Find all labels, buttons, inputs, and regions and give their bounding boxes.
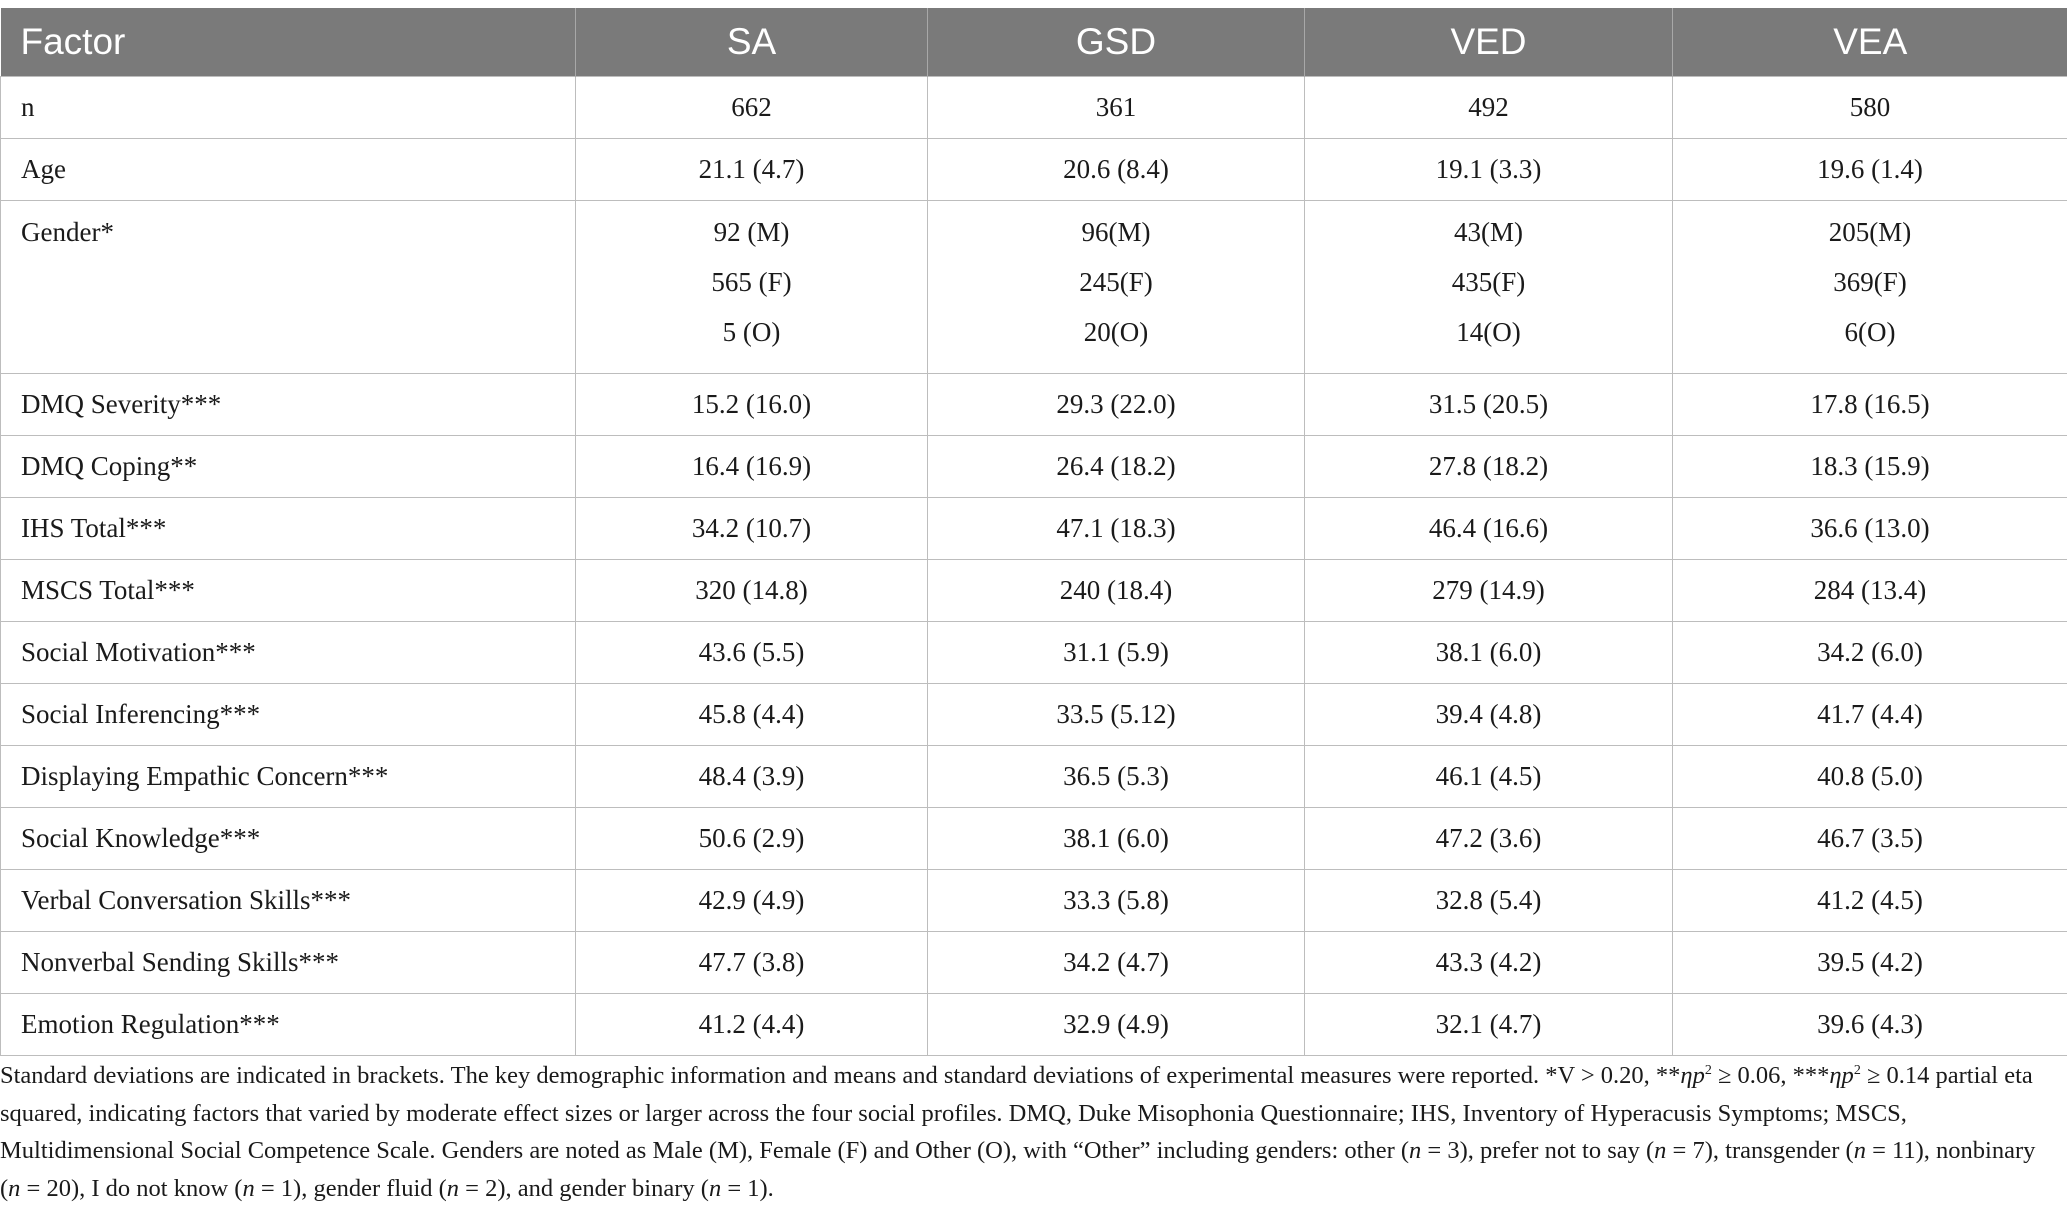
cell-gsd: 47.1 (18.3) <box>928 498 1305 560</box>
table-row <box>1 436 2067 498</box>
cell-gsd: 20.6 (8.4) <box>928 139 1305 201</box>
header-sa: SA <box>576 8 928 77</box>
cell-gsd: 361 <box>928 77 1305 139</box>
header-ved: VED <box>1305 8 1673 77</box>
footnote-text: = 20), I do not know ( <box>20 1174 243 1202</box>
cell-gsd: 26.4 (18.2) <box>928 436 1305 498</box>
footnote-text: ≥ 0.14 partial eta squared, indicating factors that varied by moderate effect sizes or larger across the four social profiles. DMQ, Duke Misophonia Questionnaire; IHS, Inventory of Hyperacusis Symptoms; MSCS, Multidimensional Social Competence Scale. Genders are noted as Male (M), Female (F) and Other (O), with “Other” including genders: other ( <box>0 1062 2033 1165</box>
squared-mark: 2 <box>1853 1063 1861 1078</box>
gender-other: 20(O) <box>1083 317 1149 347</box>
cell-vea <box>1673 201 2067 374</box>
row-label: Age <box>1 139 576 201</box>
table-header-row <box>1 8 2067 77</box>
gender-female: 435(F) <box>1451 267 1526 297</box>
cell-ved: 39.4 (4.8) <box>1305 684 1673 746</box>
row-label: Emotion Regulation*** <box>1 994 576 1056</box>
cell-ved: 47.2 (3.6) <box>1305 808 1673 870</box>
cell-sa <box>576 201 928 374</box>
footnote-text: *** <box>1792 1062 1830 1090</box>
n-symbol: n <box>1409 1137 1422 1165</box>
cell-sa: 50.6 (2.9) <box>576 808 928 870</box>
cell-sa: 48.4 (3.9) <box>576 746 928 808</box>
gender-female: 565 (F) <box>711 267 792 297</box>
gender-other: 14(O) <box>1456 317 1521 347</box>
row-label: Verbal Conversation Skills*** <box>1 870 576 932</box>
n-symbol: n <box>446 1174 460 1202</box>
cell-vea: 580 <box>1673 77 2067 139</box>
cell-vea: 284 (13.4) <box>1673 560 2067 622</box>
cell-ved: 38.1 (6.0) <box>1305 622 1673 684</box>
cell-sa: 45.8 (4.4) <box>576 684 928 746</box>
gender-male: 205(M) <box>1828 217 1912 247</box>
footnote-text: = 1). <box>721 1174 774 1202</box>
table-row <box>1 374 2067 436</box>
cell-ved: 279 (14.9) <box>1305 560 1673 622</box>
cell-vea: 41.2 (4.5) <box>1673 870 2067 932</box>
n-symbol: n <box>1654 1137 1667 1165</box>
header-vea: VEA <box>1673 8 2067 77</box>
cell-vea: 19.6 (1.4) <box>1673 139 2067 201</box>
cell-gsd: 34.2 (4.7) <box>928 932 1305 994</box>
cell-sa: 21.1 (4.7) <box>576 139 928 201</box>
cell-vea: 39.6 (4.3) <box>1673 994 2067 1056</box>
cell-gsd: 38.1 (6.0) <box>928 808 1305 870</box>
row-label: Social Motivation*** <box>1 622 576 684</box>
table-row <box>1 994 2067 1056</box>
row-label: DMQ Coping** <box>1 436 576 498</box>
cell-sa: 34.2 (10.7) <box>576 498 928 560</box>
gender-female: 245(F) <box>1079 267 1153 297</box>
cell-ved: 43.3 (4.2) <box>1305 932 1673 994</box>
footnote-text: Standard deviations are indicated in brackets. The key demographic information and means and standard deviations of experimental measures were reported. *V > 0.20, ** <box>0 1062 1681 1090</box>
cell-gsd: 31.1 (5.9) <box>928 622 1305 684</box>
row-label: MSCS Total*** <box>1 560 576 622</box>
row-label: DMQ Severity*** <box>1 374 576 436</box>
eta-symbol: ηp <box>1680 1062 1705 1090</box>
table-row <box>1 932 2067 994</box>
cell-ved: 46.4 (16.6) <box>1305 498 1673 560</box>
cell-ved <box>1305 201 1673 374</box>
table-row <box>1 746 2067 808</box>
cell-ved: 27.8 (18.2) <box>1305 436 1673 498</box>
gender-male: 92 (M) <box>713 217 790 247</box>
table-footnote <box>0 1052 2060 1207</box>
gender-male: 43(M) <box>1454 217 1523 247</box>
cell-vea: 34.2 (6.0) <box>1673 622 2067 684</box>
n-symbol: n <box>1853 1137 1866 1165</box>
gender-label: Gender* <box>21 217 114 247</box>
cell-vea: 17.8 (16.5) <box>1673 374 2067 436</box>
table-row <box>1 870 2067 932</box>
cell-vea: 40.8 (5.0) <box>1673 746 2067 808</box>
n-symbol: n <box>242 1174 255 1202</box>
table-row <box>1 560 2067 622</box>
cell-gsd: 36.5 (5.3) <box>928 746 1305 808</box>
cell-vea: 18.3 (15.9) <box>1673 436 2067 498</box>
footnote-text: = 2), and gender binary ( <box>459 1174 709 1202</box>
cell-sa: 16.4 (16.9) <box>576 436 928 498</box>
cell-vea: 46.7 (3.5) <box>1673 808 2067 870</box>
cell-ved: 31.5 (20.5) <box>1305 374 1673 436</box>
eta-symbol: ηp <box>1829 1062 1854 1090</box>
squared-mark: 2 <box>1704 1063 1712 1078</box>
cell-gsd <box>928 201 1305 374</box>
table-row <box>1 498 2067 560</box>
table-row <box>1 77 2067 139</box>
cell-sa: 43.6 (5.5) <box>576 622 928 684</box>
row-label: Nonverbal Sending Skills*** <box>1 932 576 994</box>
cell-gsd: 32.9 (4.9) <box>928 994 1305 1056</box>
header-factor: Factor <box>1 8 576 77</box>
cell-vea: 36.6 (13.0) <box>1673 498 2067 560</box>
row-label <box>1 201 576 374</box>
gender-female: 369(F) <box>1833 267 1907 297</box>
cell-sa: 42.9 (4.9) <box>576 870 928 932</box>
cell-sa: 15.2 (16.0) <box>576 374 928 436</box>
n-symbol: n <box>8 1174 21 1202</box>
footnote-text: = 7), transgender ( <box>1666 1137 1854 1165</box>
row-label: Social Knowledge*** <box>1 808 576 870</box>
cell-ved: 19.1 (3.3) <box>1305 139 1673 201</box>
footnote-text: ≥ 0.06, <box>1711 1062 1787 1090</box>
table-row <box>1 622 2067 684</box>
cell-gsd: 33.3 (5.8) <box>928 870 1305 932</box>
n-symbol: n <box>708 1174 722 1202</box>
cell-gsd: 240 (18.4) <box>928 560 1305 622</box>
cell-sa: 662 <box>576 77 928 139</box>
cell-ved: 32.1 (4.7) <box>1305 994 1673 1056</box>
results-table <box>0 8 2067 1056</box>
header-gsd: GSD <box>928 8 1305 77</box>
row-label: n <box>1 77 576 139</box>
cell-sa: 320 (14.8) <box>576 560 928 622</box>
gender-other: 6(O) <box>1844 317 1896 347</box>
cell-gsd: 29.3 (22.0) <box>928 374 1305 436</box>
cell-sa: 41.2 (4.4) <box>576 994 928 1056</box>
footnote-text: = 11), nonbinary ( <box>0 1137 2036 1202</box>
cell-vea: 39.5 (4.2) <box>1673 932 2067 994</box>
row-label: IHS Total*** <box>1 498 576 560</box>
cell-ved: 46.1 (4.5) <box>1305 746 1673 808</box>
table-row-gender <box>1 201 2067 374</box>
cell-ved: 32.8 (5.4) <box>1305 870 1673 932</box>
cell-sa: 47.7 (3.8) <box>576 932 928 994</box>
cell-gsd: 33.5 (5.12) <box>928 684 1305 746</box>
row-label: Displaying Empathic Concern*** <box>1 746 576 808</box>
row-label: Social Inferencing*** <box>1 684 576 746</box>
table-row <box>1 139 2067 201</box>
gender-other: 5 (O) <box>722 317 781 347</box>
table-container <box>0 8 2067 1056</box>
footnote-text: = 1), gender fluid ( <box>254 1174 447 1202</box>
gender-male: 96(M) <box>1081 217 1151 247</box>
footnote-text: = 3), prefer not to say ( <box>1421 1137 1655 1165</box>
cell-ved: 492 <box>1305 77 1673 139</box>
table-row <box>1 684 2067 746</box>
cell-vea: 41.7 (4.4) <box>1673 684 2067 746</box>
table-row <box>1 808 2067 870</box>
